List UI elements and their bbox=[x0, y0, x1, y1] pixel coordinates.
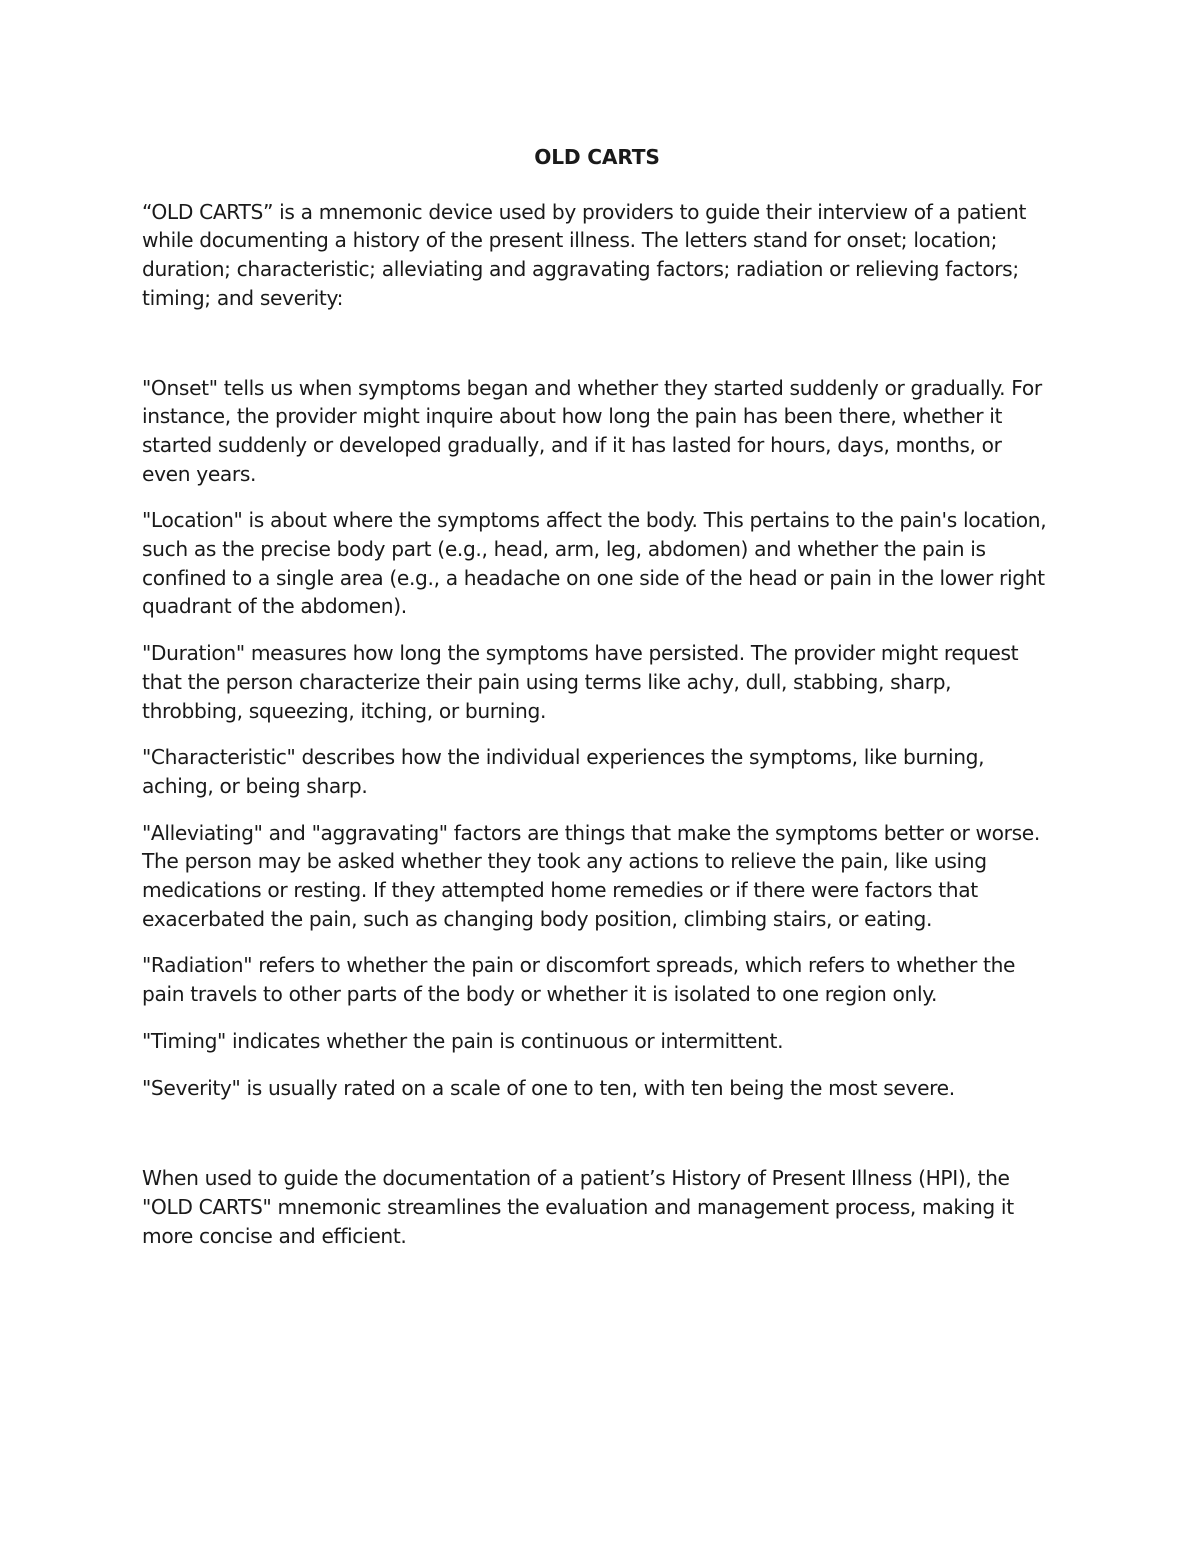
section-duration: "Duration" measures how long the symptoms have persisted. The provider might request that the person characterize their pain using terms like achy, dull, stabbing, sharp, throbbing, squeezing, itching, or burning. bbox=[142, 641, 1019, 723]
document-title: OLD CARTS bbox=[534, 145, 660, 169]
section-timing: "Timing" indicates whether the pain is continuous or intermittent. bbox=[142, 1028, 784, 1053]
spacer bbox=[142, 1120, 1052, 1164]
spacer bbox=[142, 313, 1052, 374]
section-location: "Location" is about where the symptoms affect the body. This pertains to the pain's location, such as the precise body part (e.g., head, arm, leg, abdomen) and whether the pain is confined to a single area (e.g., a headache on one side of the head or pain in the lower right quadrant of the abdomen). bbox=[142, 508, 1047, 619]
closing-paragraph: When used to guide the documentation of a patient’s History of Present Illness (HPI), the "OLD CARTS" mnemonic streamlines the evaluation and management process, making it more concise and efficient. bbox=[142, 1166, 1014, 1248]
section-alleviating-aggravating: "Alleviating" and "aggravating" factors are things that make the symptoms better or worse. The person may be asked whether they took any actions to relieve the pain, like using medications or resting. If they attempted home remedies or if there were factors that exacerbated the pain, such as changing body position, climbing stairs, or eating. bbox=[142, 820, 1040, 931]
document-body bbox=[142, 143, 1052, 1268]
section-severity: "Severity" is usually rated on a scale of one to ten, with ten being the most severe. bbox=[142, 1075, 955, 1100]
section-radiation: "Radiation" refers to whether the pain or discomfort spreads, which refers to whether the pain travels to other parts of the body or whether it is isolated to one region only. bbox=[142, 953, 1016, 1007]
intro-paragraph: “OLD CARTS” is a mnemonic device used by providers to guide their interview of a patient while documenting a history of the present illness. The letters stand for onset; location; duration; characteristic; alleviating and aggravating factors; radiation or relieving factors; timing; and severity: bbox=[142, 199, 1027, 310]
section-characteristic: "Characteristic" describes how the individual experiences the symptoms, like burning, aching, or being sharp. bbox=[142, 745, 985, 798]
section-onset: "Onset" tells us when symptoms began and whether they started suddenly or gradually. For instance, the provider might inquire about how long the pain has been there, whether it started suddenly or developed gradually, and if it has lasted for hours, days, months, or even years. bbox=[142, 375, 1042, 486]
